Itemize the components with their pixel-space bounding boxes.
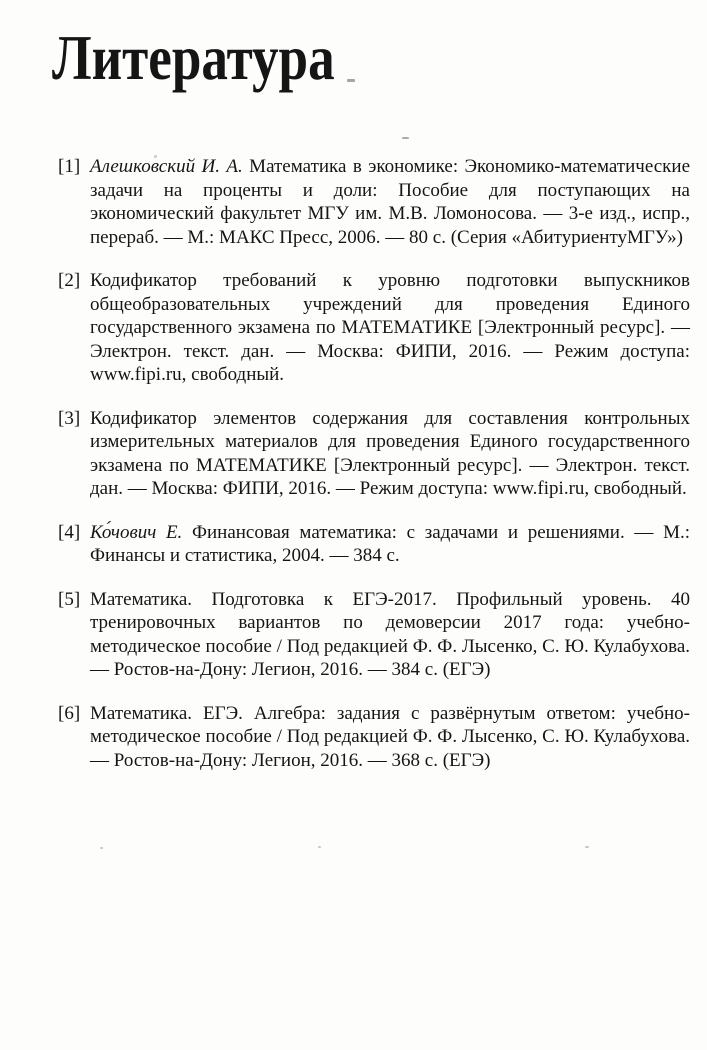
bibliography-page	[0, 22, 707, 1050]
reference-citation: Математика. Подготовка к ЕГЭ-2017. Профильный уровень. 40 тренировочных вариантов по демоверсии 2017 года: учебно-методическое пособие / Под редакцией Ф. Ф. Лысенко, С. Ю. Кулабухова. — Ростов-на-Дону: Легион, 2016. — 384 с. (ЕГЭ)	[90, 588, 690, 680]
reference-text	[90, 155, 690, 249]
page-title: Литература	[52, 22, 335, 93]
reference-number: [5]	[58, 588, 81, 610]
reference-citation: Кодификатор элементов содержания для составления контрольных измерительных материалов для проведения Единого государственного экзамена по МАТЕМАТИКЕ [Электронный ресурс]. — Электрон. текст. дан. — Москва: ФИПИ, 2016. — Режим доступа: www.fipi.ru, свободный.	[90, 407, 690, 499]
reference-citation: Математика в экономике: Экономико-математические задачи на проценты и доли: Пособие для поступающих на экономический факультет МГУ им. М.В. Ломоносова. — 3-е изд., испр., перераб. — М.: МАКС Пресс, 2006. — 80 с. (Серия «АбитуриентуМГУ»)	[90, 156, 691, 248]
reference-citation: Финансовая математика: с задачами и решениями. — М.: Финансы и статистика, 2004. — 384 с.	[90, 521, 690, 566]
scan-speck	[100, 847, 103, 849]
reference-item-6	[58, 702, 690, 773]
scan-speck	[585, 846, 589, 848]
reference-text	[90, 588, 690, 682]
reference-item-5	[58, 588, 690, 682]
scan-speck	[402, 137, 409, 139]
reference-text	[90, 269, 690, 387]
scan-speck	[154, 155, 157, 158]
reference-number: [6]	[58, 702, 81, 724]
scan-speck	[318, 846, 321, 848]
reference-text	[90, 521, 690, 568]
reference-citation: Кодификатор требований к уровню подготовки выпускников общеобразовательных учреждений для проведения Единого государственного экзамена по МАТЕМАТИКЕ [Электронный ресурс]. — Электрон. текст. дан. — Москва: ФИПИ, 2016. — Режим доступа: www.fipi.ru, свободный.	[90, 270, 690, 385]
reference-author: Алешковский И. А.	[90, 156, 243, 177]
reference-item-2	[58, 269, 690, 387]
reference-text	[90, 702, 690, 773]
reference-text	[90, 407, 690, 501]
reference-citation: Математика. ЕГЭ. Алгебра: задания с развёрнутым ответом: учебно-методическое пособие / Под редакцией Ф. Ф. Лысенко, С. Ю. Кулабухова. — Ростов-на-Дону: Легион, 2016. — 368 с. (ЕГЭ)	[90, 702, 690, 771]
reference-number: [2]	[58, 270, 81, 291]
reference-number: [3]	[58, 407, 81, 429]
scan-speck	[347, 79, 355, 82]
reference-item-1	[58, 155, 690, 249]
reference-author: Ко́чович Е.	[90, 521, 183, 543]
reference-list	[58, 155, 690, 772]
reference-number: [4]	[58, 521, 81, 543]
reference-item-4	[58, 521, 690, 568]
reference-item-3	[58, 407, 690, 501]
reference-number: [1]	[58, 156, 81, 177]
